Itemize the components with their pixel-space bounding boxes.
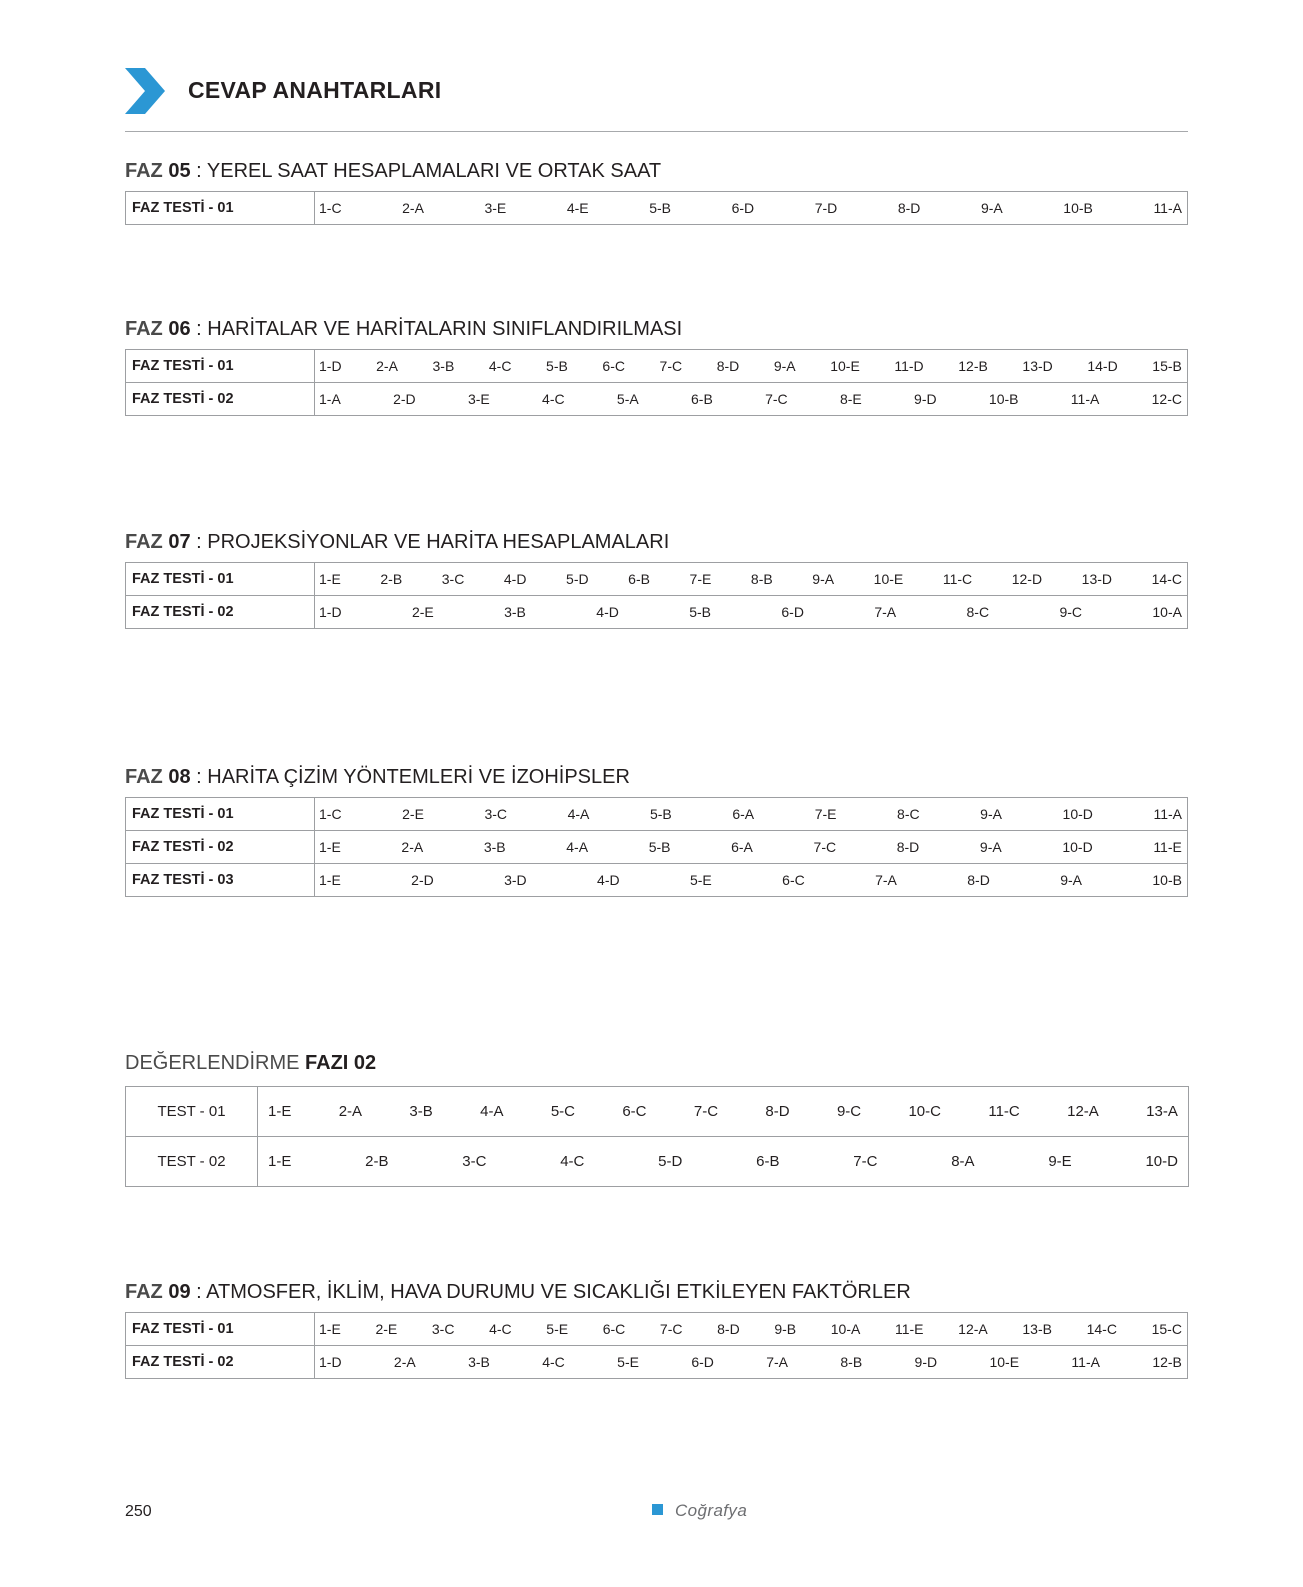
test-label: FAZ TESTİ - 02 <box>126 383 315 416</box>
answer-item: 7-D <box>814 200 838 216</box>
answer-item: 1-C <box>319 806 342 822</box>
answer-item: 2-D <box>393 391 416 407</box>
answer-item: 3-E <box>467 391 490 407</box>
answer-item: 4-A <box>480 1103 504 1120</box>
answer-item: 1-D <box>319 1354 342 1370</box>
answer-item: 5-E <box>546 1321 569 1337</box>
answer-item: 6-D <box>691 1354 714 1370</box>
answers-cell <box>258 1137 1189 1187</box>
section-title <box>125 316 1188 342</box>
answer-item: 5-B <box>546 358 568 374</box>
answer-item: 12-A <box>958 1321 988 1337</box>
answer-item: 12-B <box>958 358 988 374</box>
section-faz-label: FAZ <box>125 318 163 340</box>
answer-item: 7-C <box>659 358 683 374</box>
table-row <box>126 1346 1188 1379</box>
answer-list <box>319 358 1182 374</box>
answer-item: 1-E <box>268 1153 292 1170</box>
evaluation-title-bold: FAZI 02 <box>305 1052 377 1074</box>
answer-item: 11-A <box>1070 391 1100 407</box>
answer-table <box>125 562 1188 629</box>
answer-item: 10-B <box>1152 872 1182 888</box>
answer-item: 7-C <box>765 391 788 407</box>
answer-item: 15-B <box>1152 358 1182 374</box>
section-topic: PROJEKSİYONLAR VE HARİTA HESAPLAMALARI <box>207 531 670 553</box>
answer-list <box>319 604 1182 620</box>
answer-item: 9-C <box>836 1103 862 1120</box>
answer-item: 6-C <box>622 1103 647 1120</box>
section-number: 07 <box>168 531 191 553</box>
section-number: 08 <box>168 766 191 788</box>
section-title <box>125 1279 1188 1305</box>
answer-item: 11-A <box>1153 806 1182 822</box>
answer-item: 4-C <box>560 1153 585 1170</box>
answer-item: 7-A <box>875 872 897 888</box>
answer-item: 8-D <box>717 1321 740 1337</box>
answer-item: 3-B <box>432 358 455 374</box>
test-label: FAZ TESTİ - 01 <box>126 1313 315 1346</box>
answer-item: 6-B <box>691 391 713 407</box>
answer-item: 1-E <box>319 839 341 855</box>
section-faz-label: FAZ <box>125 531 163 553</box>
answer-item: 2-A <box>393 1354 416 1370</box>
answers-cell <box>315 350 1188 383</box>
answer-item: 6-C <box>602 358 625 374</box>
section-faz-07 <box>125 529 1188 629</box>
section-topic: HARİTALAR VE HARİTALARIN SINIFLANDIRILMASI <box>207 318 683 340</box>
answer-item: 7-E <box>814 806 837 822</box>
answer-item: 11-E <box>1153 839 1182 855</box>
answer-item: 2-E <box>402 806 424 822</box>
evaluation-title <box>125 1050 1189 1076</box>
answer-item: 6-A <box>731 839 753 855</box>
answer-item: 10-A <box>1152 604 1182 620</box>
section-faz-label: FAZ <box>125 160 163 182</box>
answer-table <box>125 1312 1188 1379</box>
square-bullet-icon <box>652 1504 663 1515</box>
answer-item: 6-C <box>602 1321 626 1337</box>
answer-item: 8-B <box>750 571 773 587</box>
section-separator: : <box>190 531 208 553</box>
answer-item: 7-A <box>874 604 897 620</box>
answer-item: 6-D <box>781 604 804 620</box>
answer-item: 10-E <box>989 1354 1020 1370</box>
answer-item: 3-C <box>441 571 465 587</box>
answer-item: 4-C <box>542 391 565 407</box>
answer-item: 11-C <box>988 1103 1020 1120</box>
answer-item: 1-E <box>319 571 341 587</box>
test-label: FAZ TESTİ - 01 <box>126 192 315 225</box>
test-label: FAZ TESTİ - 02 <box>126 596 315 629</box>
answer-item: 3-B <box>409 1103 433 1120</box>
answer-table <box>125 797 1188 897</box>
section-number: 09 <box>168 1281 191 1303</box>
answer-item: 5-B <box>648 839 671 855</box>
answer-item: 8-C <box>897 806 920 822</box>
answer-item: 12-C <box>1151 391 1182 407</box>
answers-cell <box>315 383 1188 416</box>
answer-item: 10-C <box>908 1103 941 1120</box>
answer-item: 2-B <box>365 1153 389 1170</box>
answer-item: 5-B <box>649 806 672 822</box>
answer-item: 2-E <box>375 1321 398 1337</box>
section-faz-06 <box>125 316 1188 416</box>
answer-item: 9-A <box>980 806 1002 822</box>
answer-item: 12-D <box>1011 571 1043 587</box>
answer-table <box>125 191 1188 225</box>
answer-list <box>319 200 1182 216</box>
page-title: CEVAP ANAHTARLARI <box>188 77 442 103</box>
answer-item: 10-A <box>830 1321 861 1337</box>
table-row <box>126 798 1188 831</box>
answer-table <box>125 349 1188 416</box>
answer-item: 11-C <box>942 571 973 587</box>
answer-item: 1-D <box>319 604 342 620</box>
test-label: TEST - 01 <box>126 1087 258 1137</box>
table-row <box>126 1087 1189 1137</box>
answer-item: 9-A <box>812 571 835 587</box>
answer-item: 14-C <box>1086 1321 1117 1337</box>
answer-item: 2-B <box>380 571 403 587</box>
test-label: FAZ TESTİ - 02 <box>126 831 315 864</box>
table-row <box>126 192 1188 225</box>
evaluation-table <box>125 1086 1189 1187</box>
table-row <box>126 383 1188 416</box>
page-number: 250 <box>125 1503 152 1520</box>
answer-item: 1-E <box>268 1103 292 1120</box>
test-label: FAZ TESTİ - 01 <box>126 350 315 383</box>
answer-item: 11-A <box>1071 1354 1100 1370</box>
section-evaluation <box>125 1050 1189 1187</box>
section-separator: : <box>190 766 208 788</box>
test-label: FAZ TESTİ - 03 <box>126 864 315 897</box>
answer-item: 13-D <box>1022 358 1053 374</box>
answer-item: 3-C <box>431 1321 455 1337</box>
answer-item: 1-A <box>319 391 341 407</box>
answer-item: 2-A <box>401 839 424 855</box>
answers-cell <box>315 1313 1188 1346</box>
answers-cell <box>315 798 1188 831</box>
answer-item: 13-D <box>1081 571 1113 587</box>
answer-item: 6-B <box>756 1153 780 1170</box>
section-topic: YEREL SAAT HESAPLAMALARI VE ORTAK SAAT <box>206 160 662 182</box>
table-row <box>126 596 1188 629</box>
answer-item: 4-A <box>567 806 590 822</box>
answer-item: 3-B <box>468 1354 490 1370</box>
table-row <box>126 350 1188 383</box>
table-row <box>126 1313 1188 1346</box>
answer-item: 9-E <box>1048 1153 1072 1170</box>
answer-item: 14-C <box>1151 571 1182 587</box>
test-label: FAZ TESTİ - 02 <box>126 1346 315 1379</box>
test-label: TEST - 02 <box>126 1137 258 1187</box>
answer-item: 5-E <box>617 1354 639 1370</box>
answers-cell <box>315 864 1188 897</box>
answer-item: 7-E <box>689 571 712 587</box>
answer-item: 13-B <box>1022 1321 1052 1337</box>
answer-item: 13-A <box>1146 1103 1178 1120</box>
answer-item: 1-C <box>319 200 342 216</box>
answer-item: 9-D <box>914 1354 938 1370</box>
test-label: FAZ TESTİ - 01 <box>126 798 315 831</box>
answer-item: 4-C <box>488 358 512 374</box>
answer-item: 1-E <box>319 1321 341 1337</box>
answer-list <box>268 1153 1178 1170</box>
answer-item: 9-A <box>979 839 1002 855</box>
answer-item: 2-A <box>338 1103 363 1120</box>
section-title <box>125 158 1188 184</box>
table-row <box>126 864 1188 897</box>
answer-item: 1-E <box>319 872 341 888</box>
answer-item: 4-E <box>566 200 589 216</box>
answer-item: 5-B <box>689 604 712 620</box>
section-separator: : <box>190 160 207 182</box>
table-row <box>126 1137 1189 1187</box>
answer-item: 10-B <box>1063 200 1093 216</box>
answer-item: 4-A <box>566 839 589 855</box>
answer-item: 5-E <box>689 872 712 888</box>
answer-list <box>319 806 1182 822</box>
answer-item: 4-D <box>597 872 620 888</box>
answer-item: 10-E <box>873 571 904 587</box>
answer-item: 3-E <box>484 200 507 216</box>
answer-item: 8-D <box>896 839 920 855</box>
answer-item: 2-E <box>411 604 434 620</box>
answers-cell <box>315 1346 1188 1379</box>
answer-item: 3-D <box>504 872 527 888</box>
answers-cell <box>315 831 1188 864</box>
answer-item: 5-D <box>566 571 589 587</box>
answer-item: 8-E <box>839 391 862 407</box>
answer-item: 8-D <box>967 872 990 888</box>
answers-cell <box>315 596 1188 629</box>
answer-list <box>319 571 1182 587</box>
answer-item: 11-A <box>1153 200 1182 216</box>
answer-item: 5-C <box>550 1103 575 1120</box>
section-title <box>125 764 1188 790</box>
section-faz-05 <box>125 158 1188 225</box>
answer-item: 2-A <box>376 358 398 374</box>
answer-list <box>319 872 1182 888</box>
answer-item: 5-D <box>658 1153 683 1170</box>
answer-item: 7-A <box>766 1354 789 1370</box>
answer-list <box>319 1321 1182 1337</box>
answer-item: 9-A <box>1060 872 1082 888</box>
answer-item: 8-D <box>765 1103 790 1120</box>
answer-item: 10-D <box>1062 839 1093 855</box>
answer-item: 8-A <box>951 1153 975 1170</box>
answer-item: 2-A <box>402 200 424 216</box>
answer-item: 10-B <box>988 391 1019 407</box>
answer-item: 9-B <box>774 1321 797 1337</box>
answer-list <box>319 1354 1182 1370</box>
answer-item: 10-D <box>1062 806 1093 822</box>
answer-item: 9-A <box>980 200 1003 216</box>
table-row <box>126 831 1188 864</box>
answer-item: 4-D <box>596 604 619 620</box>
answer-item: 4-D <box>503 571 527 587</box>
answer-item: 8-D <box>897 200 921 216</box>
section-faz-08 <box>125 764 1188 897</box>
section-faz-label: FAZ <box>125 766 163 788</box>
answer-item: 7-C <box>813 839 837 855</box>
answer-item: 6-B <box>628 571 650 587</box>
section-number: 06 <box>168 318 191 340</box>
answer-item: 11-D <box>894 358 924 374</box>
answer-item: 11-E <box>894 1321 924 1337</box>
section-faz-label: FAZ <box>125 1281 163 1303</box>
answer-item: 3-C <box>484 806 508 822</box>
answer-item: 8-D <box>716 358 740 374</box>
answers-cell <box>258 1087 1189 1137</box>
answer-item: 3-B <box>504 604 526 620</box>
answer-item: 14-D <box>1087 358 1118 374</box>
answer-item: 6-D <box>731 200 755 216</box>
table-row <box>126 563 1188 596</box>
section-topic: HARİTA ÇİZİM YÖNTEMLERİ VE İZOHİPSLER <box>207 766 630 788</box>
answers-cell <box>315 192 1188 225</box>
answer-item: 15-C <box>1151 1321 1182 1337</box>
answer-item: 12-A <box>1067 1103 1099 1120</box>
evaluation-title-prefix: DEĞERLENDİRME <box>125 1052 306 1074</box>
answer-item: 7-C <box>853 1153 878 1170</box>
answer-list <box>319 839 1182 855</box>
answer-item: 9-A <box>773 358 796 374</box>
answer-item: 9-C <box>1059 604 1082 620</box>
answer-item: 1-D <box>319 358 342 374</box>
answer-item: 10-D <box>1145 1153 1178 1170</box>
footer-subject <box>652 1501 747 1521</box>
answer-item: 5-B <box>649 200 671 216</box>
answer-item: 6-C <box>782 872 805 888</box>
answer-item: 2-D <box>411 872 434 888</box>
answer-item: 6-A <box>732 806 755 822</box>
answers-cell <box>315 563 1188 596</box>
answer-item: 3-B <box>483 839 506 855</box>
answer-item: 4-C <box>542 1354 565 1370</box>
section-faz-09 <box>125 1279 1188 1379</box>
header-divider <box>125 131 1188 132</box>
section-title <box>125 529 1188 555</box>
answer-item: 8-C <box>966 604 990 620</box>
section-number: 05 <box>168 160 191 182</box>
subject-label: Coğrafya <box>675 1501 748 1520</box>
answer-item: 8-B <box>840 1354 863 1370</box>
section-separator: : <box>190 1281 207 1303</box>
answer-item: 7-C <box>659 1321 683 1337</box>
answer-item: 5-A <box>616 391 639 407</box>
chevron-right-icon <box>125 68 167 114</box>
section-topic: ATMOSFER, İKLİM, HAVA DURUMU VE SICAKLIĞI ETKİLEYEN FAKTÖRLER <box>206 1281 911 1303</box>
answer-list <box>268 1103 1178 1120</box>
section-separator: : <box>190 318 208 340</box>
answer-item: 9-D <box>914 391 937 407</box>
test-label: FAZ TESTİ - 01 <box>126 563 315 596</box>
answer-item: 7-C <box>693 1103 719 1120</box>
answer-item: 4-C <box>489 1321 512 1337</box>
answer-item: 10-E <box>830 358 860 374</box>
answer-list <box>319 391 1182 407</box>
answer-item: 3-C <box>462 1153 487 1170</box>
answer-item: 12-B <box>1152 1354 1182 1370</box>
